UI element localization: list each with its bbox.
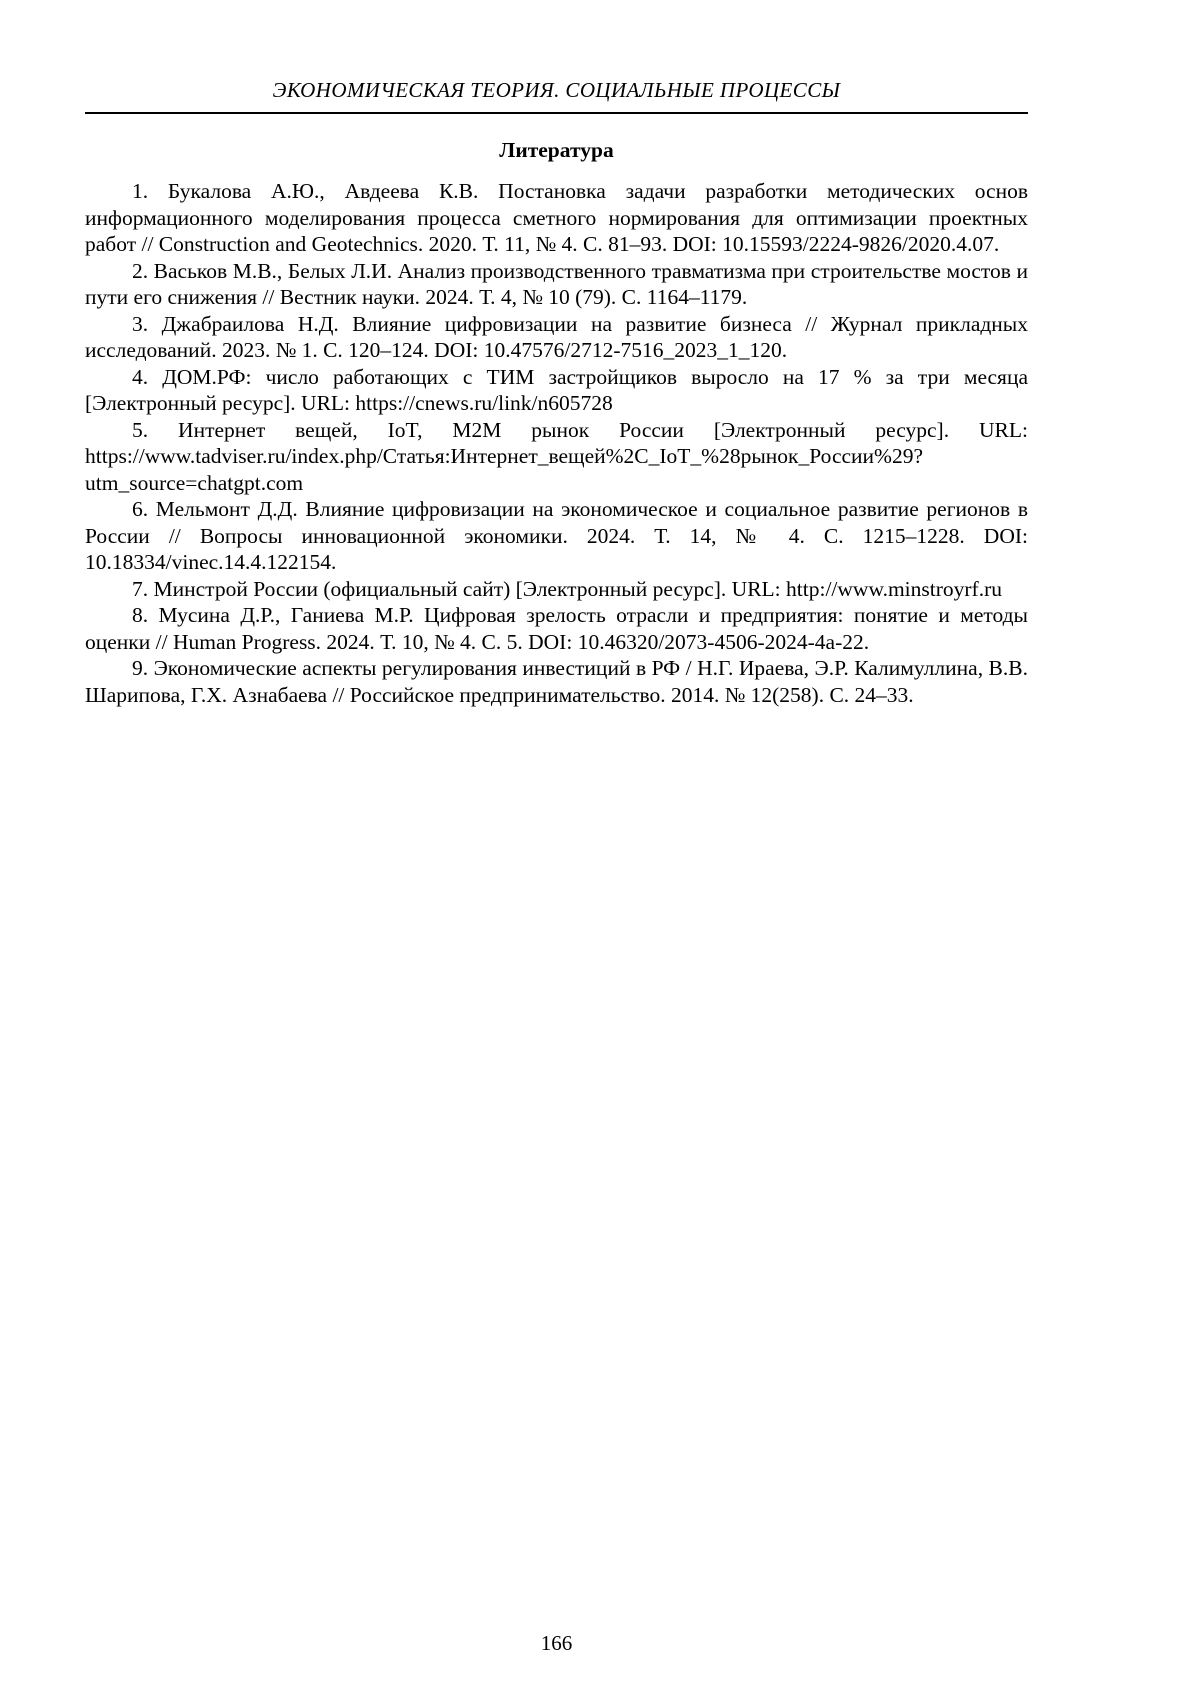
reference-item-5: 5. Интернет вещей, IoT, M2M рынок России [Электронный ресурс]. URL: https://www.tadviser.ru/index.php/Статья:Интернет_вещей%2C_IoT_%28рынок_России%29?utm_source=chatgpt.com [85,417,1028,495]
reference-item-6: 6. Мельмонт Д.Д. Влияние цифровизации на экономическое и социальное развитие регионов в России // Вопросы инновационной экономики. 2024. Т. 14, № 4. С. 1215–1228. DOI: 10.18334/vinec.14.4.122154. [85,497,1028,574]
reference-item-1: 1. Букалова А.Ю., Авдеева К.В. Постановка задачи разработки методических основ информационного моделирования процесса сметного нормирования для оптимизации проектных работ // Construction and Geotechnics. 2020. Т. 11, № 4. С. 81–93. DOI: 10.15593/2224-9826/2020.4.07. [85,179,1028,256]
running-header: ЭКОНОМИЧЕСКАЯ ТЕОРИЯ. СОЦИАЛЬНЫЕ ПРОЦЕССЫ [272,78,841,102]
page-header [85,78,1028,114]
section-title: Литература [499,138,614,162]
page-number: 166 [540,1631,573,1655]
reference-item-8: 8. Мусина Д.Р., Ганиева М.Р. Цифровая зрелость отрасли и предприятия: понятие и методы оценки // Human Progress. 2024. Т. 10, № 4. С. 5. DOI: 10.46320/2073-4506-2024-4a-22. [85,603,1028,654]
reference-item-4: 4. ДОМ.РФ: число работающих с ТИМ застройщиков выросло на 17 % за три месяца [Электронный ресурс]. URL: https://cnews.ru/link/n605728 [85,364,1028,415]
reference-item-7: 7. Минстрой России (официальный сайт) [Электронный ресурс]. URL: http://www.minstroyrf.ru [132,576,1002,601]
header-rule [85,112,1028,114]
reference-item-3: 3. Джабраилова Н.Д. Влияние цифровизации на развитие бизнеса // Журнал прикладных исследований. 2023. № 1. С. 120–124. DOI: 10.47576/2712-7516_2023_1_120. [85,311,1028,362]
reference-item-9: 9. Экономические аспекты регулирования инвестиций в РФ / Н.Г. Ираева, Э.Р. Калимуллина, В.В. Шарипова, Г.Х. Азнабаева // Российское предпринимательство. 2014. № 12(258). С. 24–33. [85,656,1028,707]
references-list [85,178,1028,708]
reference-item-2: 2. Васьков М.В., Белых Л.И. Анализ производственного травматизма при строительстве мостов и пути его снижения // Вестник науки. 2024. Т. 4, № 10 (79). С. 1164–1179. [85,258,1028,309]
